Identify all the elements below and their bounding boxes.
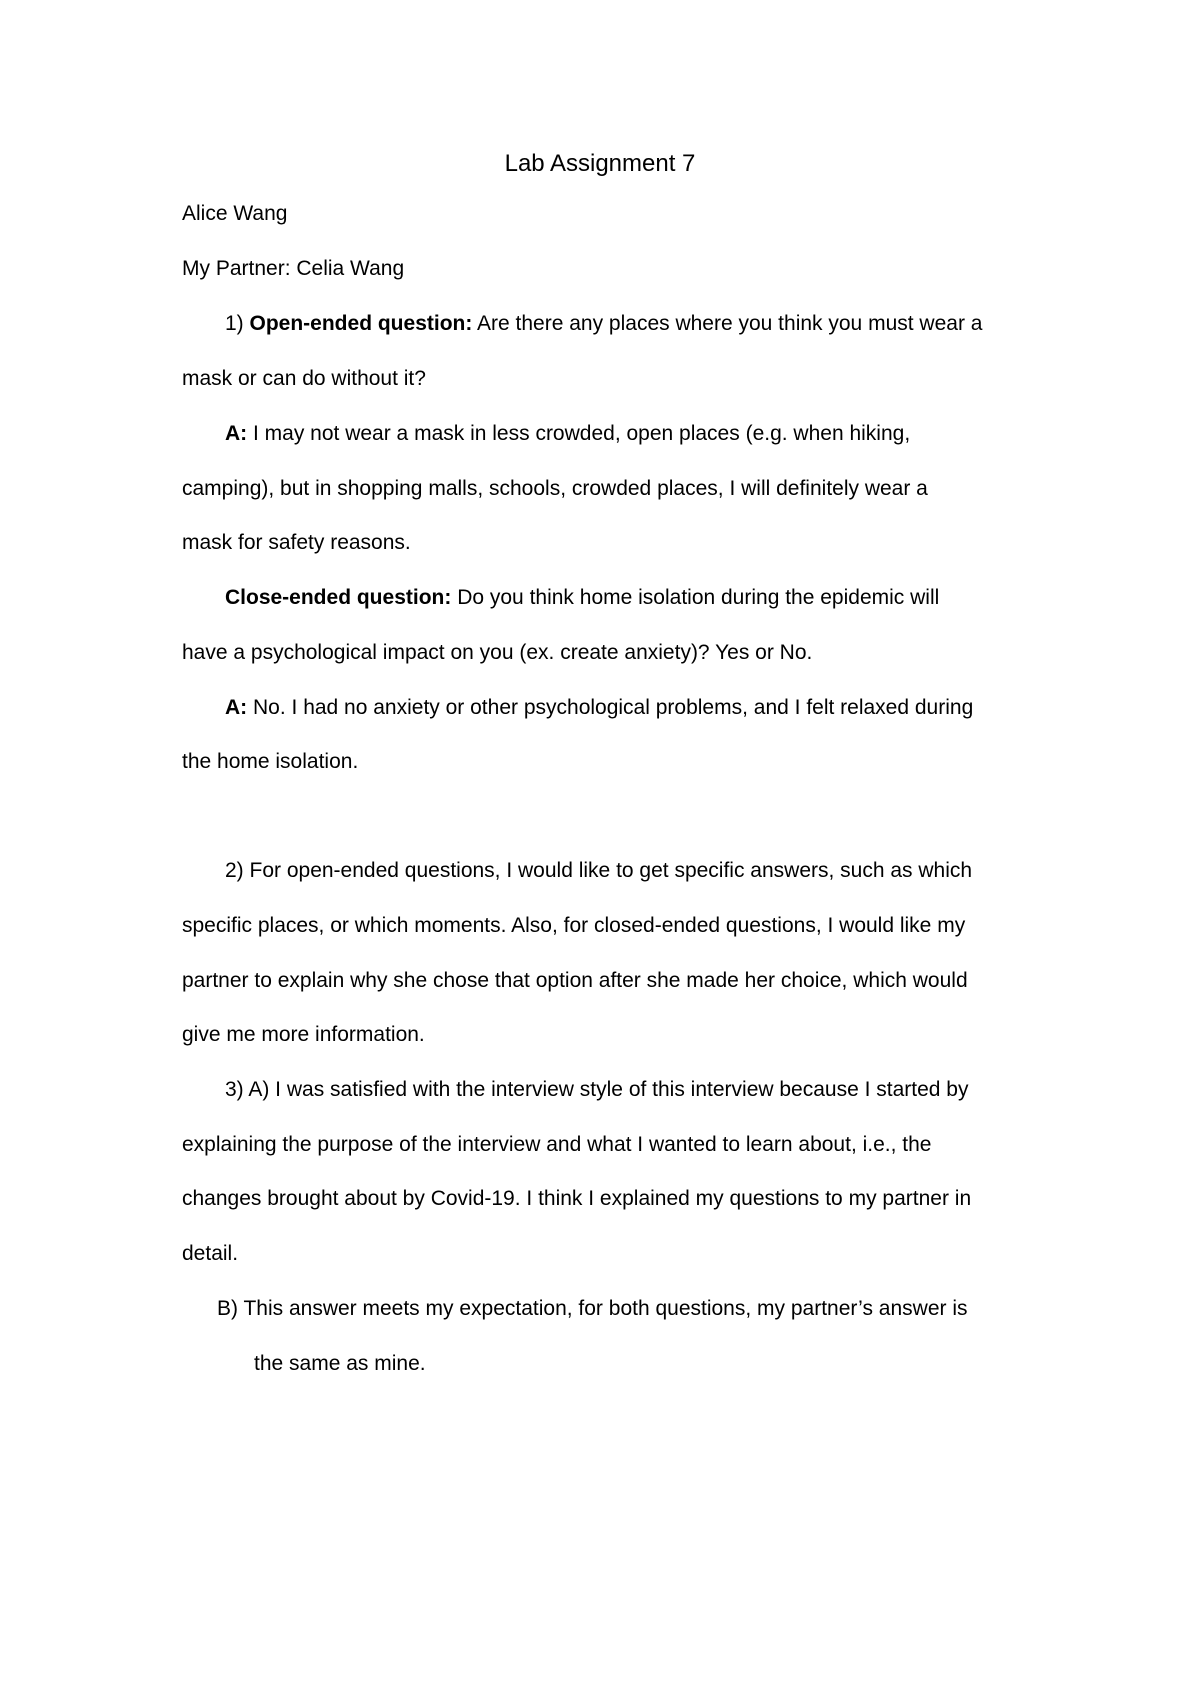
q1-open-answer-line3: mask for safety reasons. [182,531,411,554]
q1-open-question-text: Are there any places where you think you must wear a [472,312,983,335]
q1-open-answer-text: I may not wear a mask in less crowded, open places (e.g. when hiking, [247,422,911,445]
q1-open-answer-line1 [225,420,910,448]
q1-closed-question-line1 [225,584,939,612]
close-ended-label: Close-ended question: [225,586,452,609]
answer-label: A: [225,696,248,719]
q3-a-line3: changes brought about by Covid-19. I think I explained my questions to my partner in [182,1187,972,1210]
q3-b-line1: B) This answer meets my expectation, for both questions, my partner’s answer is [217,1297,968,1320]
answer-label: A: [225,422,248,445]
partner-name: My Partner: Celia Wang [182,257,405,280]
q1-closed-question-text: Do you think home isolation during the epidemic will [451,586,940,609]
q1-closed-question-line2: have a psychological impact on you (ex. create anxiety)? Yes or No. [182,641,813,664]
q2-line1: 2) For open-ended questions, I would like to get specific answers, such as which [225,859,973,882]
q2-line4: give me more information. [182,1023,425,1046]
q1-open-answer-line2: camping), but in shopping malls, schools, crowded places, I will definitely wear a [182,477,928,500]
document-title: Lab Assignment 7 [504,150,696,177]
q3-a-line4: detail. [182,1242,239,1265]
open-ended-label: Open-ended question: [249,312,473,335]
q1-number: 1) [225,312,250,335]
author-name: Alice Wang [182,202,288,225]
q1-closed-answer-line1 [225,694,973,722]
q2-line3: partner to explain why she chose that option after she made her choice, which would [182,969,968,992]
q1-open-question-line2: mask or can do without it? [182,367,426,390]
q3-a-line1: 3) A) I was satisfied with the interview style of this interview because I started by [225,1078,969,1101]
q1-open-question-line1 [225,310,982,338]
q3-b-line2: the same as mine. [254,1352,426,1375]
q1-closed-answer-text: No. I had no anxiety or other psychological problems, and I felt relaxed during [247,696,974,719]
q3-a-line2: explaining the purpose of the interview and what I wanted to learn about, i.e., the [182,1133,932,1156]
q1-closed-answer-line2: the home isolation. [182,750,359,773]
q2-line2: specific places, or which moments. Also, for closed-ended questions, I would like my [182,914,966,937]
